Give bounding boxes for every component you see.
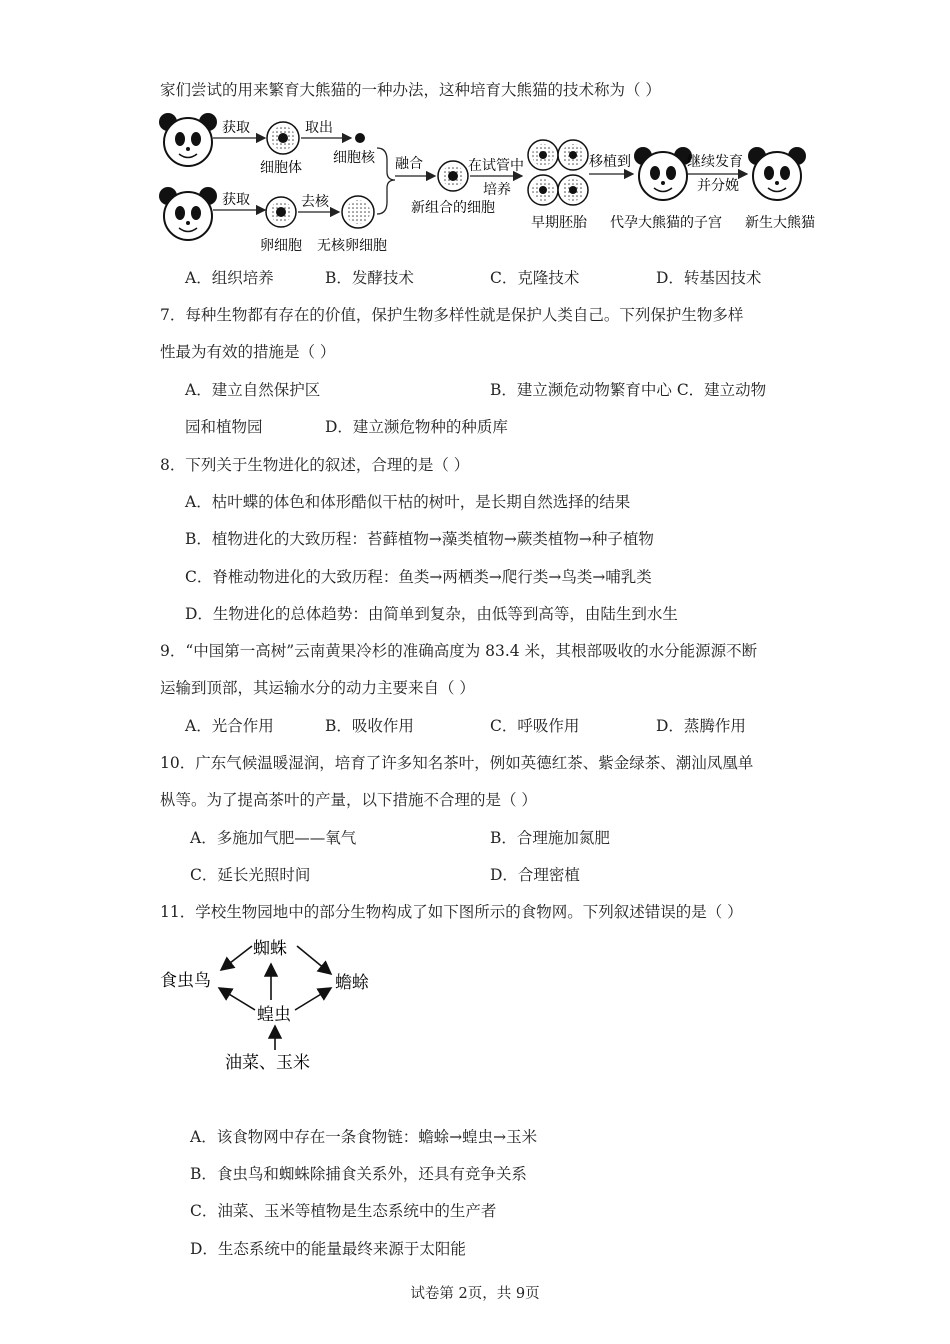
q7-option-c-cont: 园和植物园 [185, 418, 263, 436]
q8-option-b: B．植物进化的大致历程：苔藓植物→藻类植物→蕨类植物→种子植物 [185, 530, 654, 548]
q9-option-b: B．吸收作用 [325, 717, 414, 735]
q6-option-c: C．克隆技术 [490, 269, 580, 287]
label-new-cell: 新组合的细胞 [411, 200, 495, 216]
nucleus-icon [355, 133, 365, 143]
q11-option-a: A．该食物网中存在一条食物链：蟾蜍→蝗虫→玉米 [190, 1128, 538, 1146]
q7-stem-line1: 7．每种生物都有存在的价值，保护生物多样性就是保护人类自己。下列保护生物多样 [160, 306, 744, 324]
label-early-embryo: 早期胚胎 [531, 215, 587, 231]
panda-surrogate-icon [634, 147, 692, 200]
label-transplant: 移植到 [589, 154, 631, 170]
q10-option-d: D．合理密植 [490, 866, 580, 884]
q10-stem-line2: 枞等。为了提高茶叶的产量，以下措施不合理的是（ ） [160, 791, 537, 809]
label-nucleus: 细胞核 [333, 150, 375, 166]
q9-stem-line1: 9．“中国第一高树”云南黄果冷杉的准确高度为 83.4 米，其根部吸收的水分能源源不断 [160, 642, 758, 660]
node-locust: 蝗虫 [257, 1005, 291, 1025]
q8-option-a: A．枯叶蝶的体色和体形酷似干枯的树叶，是长期自然选择的结果 [185, 493, 631, 511]
page-footer: 试卷第 2页，共 9页 [410, 1286, 540, 1302]
label-get1: 获取 [222, 120, 250, 136]
label-egg-cell: 卵细胞 [260, 238, 302, 254]
q10-option-c: C．延长光照时间 [190, 866, 311, 884]
q7-option-d: D．建立濒危物种的种质库 [325, 418, 508, 436]
q6-stem: 家们尝试的用来繁育大熊猫的一种办法，这种培育大熊猫的技术称为（ ） [160, 81, 661, 99]
egg-cell-icon [266, 197, 296, 227]
early-embryo-icon [528, 140, 588, 205]
label-somatic-cell: 细胞体 [260, 160, 302, 176]
label-in-tube: 在试管中 [468, 158, 524, 174]
label-remove-nucleus: 去核 [301, 194, 329, 210]
label-enucleated-egg: 无核卵细胞 [317, 238, 387, 254]
label-newborn: 新生大熊猫 [745, 215, 815, 231]
label-surrogate: 代孕大熊猫的子宫 [610, 215, 722, 231]
label-take-out: 取出 [305, 120, 333, 136]
q8-option-c: C．脊椎动物进化的大致历程：鱼类→两栖类→爬行类→鸟类→哺乳类 [185, 568, 652, 586]
q10-stem-line1: 10．广东气候温暖湿润，培育了许多知名茶叶，例如英德红茶、紫金绿茶、潮汕凤凰单 [160, 754, 754, 772]
food-web-diagram [155, 930, 395, 1080]
label-delivery: 并分娩 [697, 178, 739, 194]
brace [377, 148, 395, 214]
q8-option-d: D．生物进化的总体趋势：由简单到复杂，由低等到高等，由陆生到水生 [185, 605, 678, 623]
q6-option-d: D．转基因技术 [656, 269, 762, 287]
q7-option-a: A．建立自然保护区 [185, 381, 321, 399]
label-culture: 培养 [483, 182, 511, 198]
q11-option-c: C．油菜、玉米等植物是生态系统中的生产者 [190, 1202, 497, 1220]
node-spider: 蜘蛛 [253, 939, 287, 959]
q6-option-b: B．发酵技术 [325, 269, 414, 287]
q11-option-d: D．生态系统中的能量最终来源于太阳能 [190, 1240, 466, 1258]
q9-stem-line2: 运输到顶部，其运输水分的动力主要来自（ ） [160, 679, 475, 697]
q11-option-b: B．食虫鸟和蜘蛛除捕食关系外，还具有竞争关系 [190, 1165, 527, 1183]
node-plants: 油菜、玉米 [225, 1053, 310, 1073]
label-fuse: 融合 [395, 156, 423, 172]
node-bird: 食虫鸟 [160, 971, 211, 991]
q11-stem: 11．学校生物园地中的部分生物构成了如下图所示的食物网。下列叙述错误的是（ ） [160, 903, 743, 921]
q6-option-a: A．组织培养 [185, 269, 274, 287]
q9-option-a: A．光合作用 [185, 717, 274, 735]
panda-donor-icon [159, 113, 217, 166]
somatic-cell-icon [267, 122, 299, 154]
q9-option-c: C．呼吸作用 [490, 717, 580, 735]
q8-stem: 8．下列关于生物进化的叙述，合理的是（ ） [160, 456, 470, 474]
cloning-diagram [155, 110, 835, 260]
panda-egg-donor-icon [159, 187, 217, 240]
new-cell-icon [438, 161, 468, 191]
q7-option-b-c: B．建立濒危动物繁育中心 C．建立动物 [490, 381, 767, 399]
q9-option-d: D．蒸腾作用 [656, 717, 746, 735]
label-continue-dev: 继续发育 [687, 154, 743, 170]
q10-option-a: A．多施加气肥——氧气 [190, 829, 357, 847]
node-toad: 蟾蜍 [335, 973, 369, 993]
q10-option-b: B．合理施加氮肥 [490, 829, 610, 847]
label-get2: 获取 [222, 192, 250, 208]
panda-newborn-icon [748, 147, 806, 200]
enucleated-egg-icon [342, 196, 374, 228]
q7-stem-line2: 性最为有效的措施是（ ） [160, 343, 336, 361]
